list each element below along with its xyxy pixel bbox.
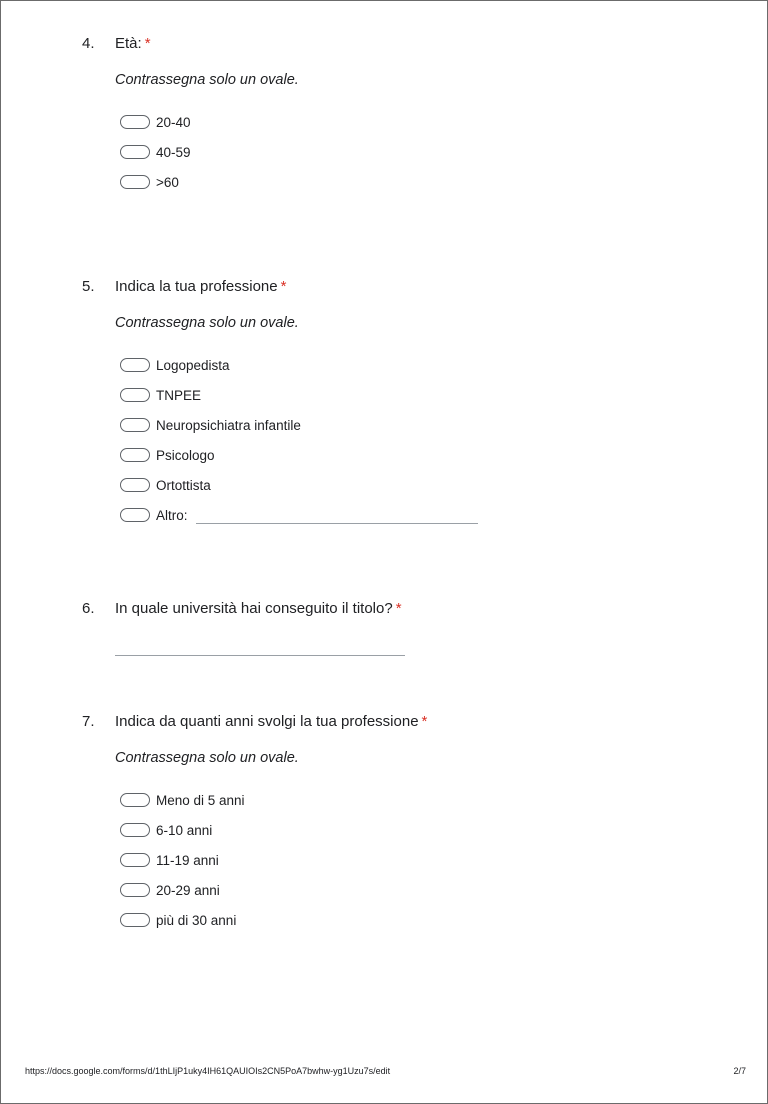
option-label: Ortottista [156,477,211,493]
radio-oval[interactable] [120,145,150,159]
question-hint: Contrassegna solo un ovale. [115,72,299,88]
required-mark: * [421,713,428,730]
radio-oval[interactable] [120,358,150,372]
radio-oval[interactable] [120,913,150,927]
options-list [120,107,722,197]
required-mark: * [144,35,151,52]
option-label: 11-19 anni [156,852,219,868]
question-hint: Contrassegna solo un ovale. [115,750,299,766]
option-11-19[interactable] [120,845,722,875]
option-label: più di 30 anni [156,912,237,928]
option-ortottista[interactable] [120,470,722,500]
option-label: 6-10 anni [156,822,213,838]
option-altro[interactable] [120,500,722,530]
required-mark: * [280,278,287,295]
option-label: >60 [156,174,179,190]
options-list [120,785,722,935]
footer-url: https://docs.google.com/forms/d/1thLIjP1uky4IH61QAUIOIs2CN5PoA7bwhw-yg1Uzu7s/edit [25,1066,391,1076]
option-label: 20-40 [156,114,191,130]
question-number: 7. [82,713,95,730]
question-number: 5. [82,278,95,295]
question-age [82,34,722,197]
option-tnpee[interactable] [120,380,722,410]
question-university [82,599,722,656]
question-title: Indica la tua professione * [115,278,287,295]
question-title: Indica da quanti anni svolgi la tua professione * [115,713,428,730]
radio-oval[interactable] [120,478,150,492]
option-label: TNPEE [156,387,202,403]
option-label: Psicologo [156,447,215,463]
option-label: 40-59 [156,144,191,160]
option-over-60[interactable] [120,167,722,197]
radio-oval[interactable] [120,388,150,402]
option-psicologo[interactable] [120,440,722,470]
option-label: Altro: [156,507,188,523]
option-over-30[interactable] [120,905,722,935]
option-40-59[interactable] [120,137,722,167]
option-neuropsichiatra[interactable] [120,410,722,440]
radio-oval[interactable] [120,883,150,897]
radio-oval[interactable] [120,175,150,189]
option-less-5[interactable] [120,785,722,815]
option-20-29[interactable] [120,875,722,905]
option-20-40[interactable] [120,107,722,137]
question-years [82,712,722,935]
radio-oval[interactable] [120,853,150,867]
question-profession [82,277,722,530]
print-footer [25,1066,746,1076]
option-label: Logopedista [156,357,230,373]
option-logopedista[interactable] [120,350,722,380]
question-hint: Contrassegna solo un ovale. [115,315,299,331]
option-label: Neuropsichiatra infantile [156,417,301,433]
option-label: Meno di 5 anni [156,792,245,808]
required-mark: * [395,600,402,617]
text-answer-line[interactable] [115,655,405,656]
radio-oval[interactable] [120,508,150,522]
question-title: In quale università hai conseguito il titolo? * [115,600,402,617]
question-number: 4. [82,35,95,52]
question-number: 6. [82,600,95,617]
radio-oval[interactable] [120,418,150,432]
options-list [120,350,722,530]
option-6-10[interactable] [120,815,722,845]
radio-oval[interactable] [120,823,150,837]
option-label: 20-29 anni [156,882,220,898]
page-number: 2/7 [733,1066,746,1076]
other-answer-line[interactable] [196,523,478,524]
question-title: Età: * [115,35,151,52]
radio-oval[interactable] [120,115,150,129]
radio-oval[interactable] [120,793,150,807]
radio-oval[interactable] [120,448,150,462]
